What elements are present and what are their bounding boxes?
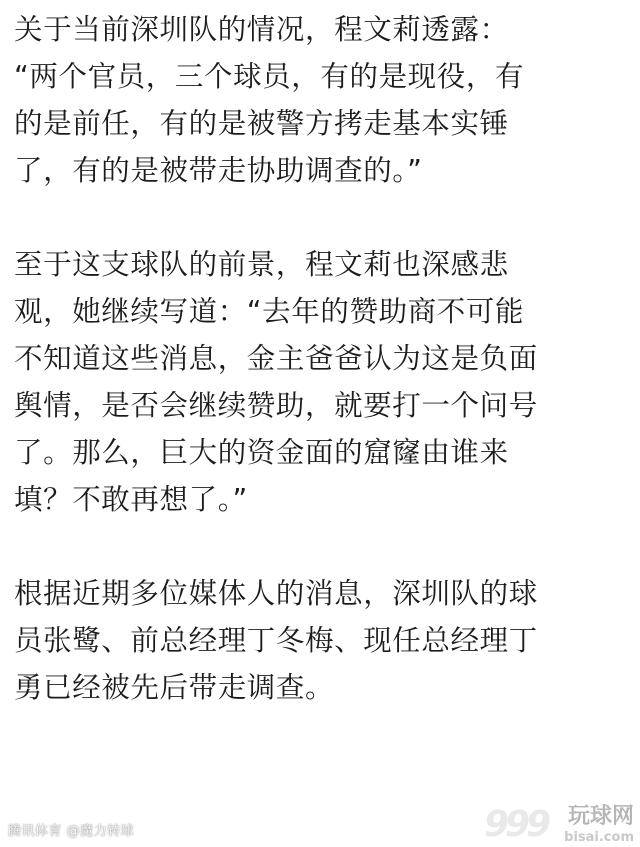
paragraph-3: [14, 570, 628, 711]
watermark-number: 999: [484, 804, 548, 845]
article-body: [14, 6, 628, 711]
text-line: “两个官员，三个球员，有的是现役，有: [14, 60, 525, 93]
text-line: 了，有的是被带走协助调查的。”: [14, 154, 423, 187]
text-line: 不知道这些消息，金主爸爸认为这是负面: [14, 342, 538, 375]
text-line: 关于当前深圳队的情况，程文莉透露：: [14, 13, 509, 46]
text-line: 至于这支球队的前景，程文莉也深感悲: [14, 248, 509, 281]
text-line: 根据近期多位媒体人的消息，深圳队的球: [14, 577, 538, 610]
watermark-site-name: 玩球网: [567, 804, 634, 829]
text-line: 的是前任，有的是被警方拷走基本实锤: [14, 107, 509, 140]
text-line: 了。那么，巨大的资金面的窟窿由谁来: [14, 436, 509, 469]
text-line: 舆情，是否会继续赞助，就要打一个问号: [14, 389, 538, 422]
site-watermark-logo: [484, 805, 634, 845]
paragraph-1: [14, 6, 628, 194]
paragraph-spacer: [14, 523, 628, 570]
paragraph-spacer: [14, 194, 628, 241]
watermark-domain: bisai.com: [564, 830, 634, 845]
text-line: 勇已经被先后带走调查。: [14, 671, 335, 704]
text-line: 观，她继续写道：“去年的赞助商不可能: [14, 295, 525, 328]
text-line: 填？不敢再想了。”: [14, 483, 248, 516]
paragraph-2: [14, 241, 628, 523]
text-line: 员张鹭、前总经理丁冬梅、现任总经理丁: [14, 624, 538, 657]
source-caption: 腾讯体育 @魔力转球: [8, 824, 135, 839]
